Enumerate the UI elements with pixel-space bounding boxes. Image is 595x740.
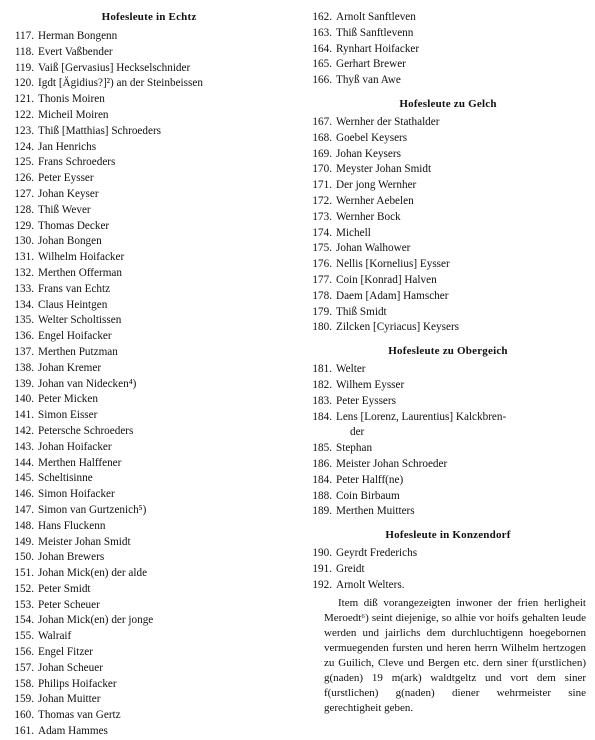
entry-name: Wernher Aebelen [336, 194, 414, 207]
list-entry [8, 487, 290, 503]
list-entry [8, 645, 290, 661]
entry-name: Frans van Echtz [38, 282, 111, 295]
list-entry [306, 115, 590, 131]
list-entry [306, 562, 590, 578]
list-entry [306, 26, 590, 42]
entry-name: Gerhart Brewer [336, 58, 406, 71]
entry-name: Peter Scheuer [38, 598, 100, 611]
entry-name: Stephan [336, 442, 373, 455]
entry-name: Rynhart Hoifacker [336, 42, 420, 55]
entry-name: Coin Birbaum [336, 489, 400, 502]
entry-number: 123. [14, 124, 34, 137]
entry-number: 167. [312, 115, 332, 128]
entry-name: Thiß Sanftlevenn [336, 26, 414, 39]
list-entry [306, 305, 590, 321]
entry-name: Thiß [Matthias] Schroeders [38, 124, 162, 137]
entry-number: 139. [14, 377, 34, 390]
entry-name: Zilcken [Cyriacus] Keysers [336, 321, 460, 334]
entry-list-obergeich [306, 362, 590, 520]
entry-name: Evert Vaßbender [38, 45, 113, 58]
entry-number: 148. [14, 519, 34, 532]
entry-number: 179. [312, 305, 332, 318]
entry-number: 155. [14, 630, 34, 643]
section-heading-gelch: Hofesleute zu Gelch [399, 97, 497, 110]
entry-number: 138. [14, 361, 34, 374]
entry-list-gelch [306, 115, 590, 336]
entry-name: Johan van Nidecken⁴) [38, 377, 137, 390]
entry-name: Adam Hammes [38, 725, 108, 738]
entry-number: 121. [14, 93, 34, 106]
entry-name: Simon Eisser [38, 409, 98, 422]
entry-name: Coin [Konrad] Halven [336, 273, 437, 286]
list-entry [8, 550, 290, 566]
list-entry [306, 147, 590, 163]
entry-number: 118. [14, 45, 34, 58]
entry-number: 157. [14, 661, 34, 674]
entry-number: 153. [14, 598, 34, 611]
entry-name: Lens [Lorenz, Laurentius] Kalckbren- [336, 410, 507, 423]
list-entry [306, 378, 590, 394]
entry-name: Thomas Decker [38, 219, 110, 232]
list-entry [306, 546, 590, 562]
list-entry [8, 29, 290, 45]
entry-name: Welter [336, 363, 366, 376]
list-entry [8, 708, 290, 724]
entry-number: 127. [14, 187, 34, 200]
entry-name: Merthen Muitters [336, 505, 415, 518]
entry-number: 152. [14, 582, 34, 595]
entry-name: Igdt [Ägidius?]²) an der Steinbeissen [38, 77, 203, 90]
entry-number: 184. [312, 410, 332, 423]
list-entry [8, 661, 290, 677]
list-entry [306, 194, 590, 210]
list-entry [8, 408, 290, 424]
list-entry [8, 503, 290, 519]
list-entry [8, 566, 290, 582]
entry-number: 141. [14, 409, 34, 422]
entry-number: 129. [14, 219, 34, 232]
entry-number: 174. [312, 226, 332, 239]
list-entry [8, 582, 290, 598]
entry-number: 186. [312, 457, 332, 470]
entry-number: 125. [14, 156, 34, 169]
entry-number: 178. [312, 289, 332, 302]
entry-number: 159. [14, 693, 34, 706]
entry-name: Johan Walhower [336, 242, 411, 255]
list-entry [8, 92, 290, 108]
list-entry [306, 425, 590, 441]
list-entry [8, 724, 290, 740]
entry-list-konzendorf [306, 546, 590, 593]
entry-name: Engel Hoifacker [38, 330, 112, 343]
list-entry [8, 392, 290, 408]
entry-number: 158. [14, 677, 34, 690]
entry-name: Johan Mick(en) der alde [38, 567, 148, 580]
list-entry [8, 519, 290, 535]
entry-number: 130. [14, 235, 34, 248]
entry-number: 190. [312, 547, 332, 560]
entry-number: 140. [14, 393, 34, 406]
entry-name: Der jong Wernher [336, 179, 417, 192]
entry-number: 133. [14, 282, 34, 295]
entry-number: 151. [14, 567, 34, 580]
entry-number: 185. [312, 442, 332, 455]
list-entry [306, 131, 590, 147]
entry-number: 122. [14, 108, 34, 121]
entry-number: 135. [14, 314, 34, 327]
entry-number: 165. [312, 58, 332, 71]
entry-name: Johan Scheuer [38, 661, 103, 674]
list-entry [8, 329, 290, 345]
entry-name: Simon van Gurtzenich⁵) [38, 503, 147, 516]
list-entry [8, 456, 290, 472]
entry-name: Thonis Moiren [38, 93, 105, 106]
entry-number: 166. [312, 74, 332, 87]
list-entry [8, 187, 290, 203]
section-heading-obergeich: Hofesleute zu Obergeich [388, 345, 508, 358]
entry-number: 137. [14, 345, 34, 358]
list-entry [8, 234, 290, 250]
entry-name: Johan Bongen [38, 235, 102, 248]
entry-name: Nellis [Kornelius] Eysser [336, 258, 450, 271]
entry-name: Thiß Smidt [336, 305, 387, 318]
list-entry [306, 210, 590, 226]
entry-name: Johan Hoifacker [38, 440, 112, 453]
entry-name: Welter Scholtissen [38, 314, 122, 327]
list-entry [306, 489, 590, 505]
entry-name: Meister Johan Smidt [38, 535, 131, 548]
list-entry [306, 226, 590, 242]
list-entry [306, 10, 590, 26]
entry-number: 136. [14, 330, 34, 343]
list-entry [306, 241, 590, 257]
list-entry [306, 178, 590, 194]
entry-number: 131. [14, 251, 34, 264]
left-column [8, 0, 290, 740]
entry-name: Peter Halff(ne) [336, 473, 404, 486]
right-column [306, 0, 590, 716]
entry-name: Greidt [336, 562, 365, 575]
entry-number: 156. [14, 646, 34, 659]
entry-number: 117. [14, 30, 34, 42]
list-entry [8, 361, 290, 377]
entry-name: Peter Eysser [38, 172, 94, 185]
entry-name: Frans Schroeders [38, 156, 116, 169]
entry-number: 154. [14, 614, 34, 627]
entry-number: 143. [14, 440, 34, 453]
entry-number: 150. [14, 551, 34, 564]
entry-name: Philips Hoifacker [38, 677, 117, 690]
entry-number: 162. [312, 11, 332, 23]
entry-number: 192. [312, 578, 332, 591]
list-entry [306, 504, 590, 520]
list-entry [306, 362, 590, 378]
list-entry [8, 282, 290, 298]
list-entry [8, 424, 290, 440]
entry-number: 169. [312, 147, 332, 160]
entry-name: Meyster Johan Smidt [336, 163, 432, 176]
entry-number: 170. [312, 163, 332, 176]
entry-number: 176. [312, 258, 332, 271]
entry-number: 164. [312, 42, 332, 55]
entry-name: Arnolt Sanftleven [336, 11, 416, 23]
entry-name: Geyrdt Frederichs [336, 547, 418, 560]
list-entry [8, 61, 290, 77]
closing-paragraph: Item diß vorangezeigten inwoner der frien herligheit Meroedt⁶) seint diejenige, so alhie vor hoifs gehalten leude werden und jairlichs dem durchluchtigenn hoegebornen vermuegenden fursten und heren herrn Wilhelm hertzogen zu Guilich, Cleve und Bergen etc. dern siner f(urstlichen) g(naden) 19 m(ark) waldtgeltz und vort dem siner f(urstlichen) g(naden) diener wehrmeister sine gerechtigheit geben. [324, 596, 586, 714]
list-entry [8, 313, 290, 329]
entry-name: Wernher der Stathalder [336, 115, 440, 128]
entry-number: 126. [14, 172, 34, 185]
entry-number: 119. [14, 61, 34, 74]
list-entry [8, 250, 290, 266]
entry-number: 181. [312, 363, 332, 376]
entry-number: 183. [312, 394, 332, 407]
entry-name: Thiß Wever [38, 203, 91, 216]
entry-number: 173. [312, 210, 332, 223]
entry-number: 132. [14, 266, 34, 279]
entry-number: 171. [312, 179, 332, 192]
entry-name: Michell [336, 226, 371, 239]
entry-name: Claus Heintgen [38, 298, 108, 311]
entry-number: 142. [14, 424, 34, 437]
list-entry [8, 377, 290, 393]
entry-number: 184. [312, 473, 332, 486]
list-entry [8, 140, 290, 156]
entry-number: 189. [312, 505, 332, 518]
entry-name: Vaiß [Gervasius] Heckselschnider [38, 61, 191, 74]
entry-number: 145. [14, 472, 34, 485]
entry-name: Merthen Putzman [38, 345, 118, 358]
entry-name: Johan Keyser [38, 187, 99, 200]
list-entry [8, 155, 290, 171]
entry-number: 128. [14, 203, 34, 216]
entry-name: Arnolt Welters. [336, 578, 405, 591]
list-entry [8, 108, 290, 124]
entry-list-echtz [8, 29, 290, 740]
list-entry [306, 578, 590, 594]
entry-name: Thyß van Awe [336, 74, 401, 87]
entry-number: 120. [14, 77, 34, 90]
entry-number: 146. [14, 488, 34, 501]
entry-name: der [350, 426, 365, 439]
entry-name: Herman Bongenn [38, 30, 118, 42]
list-entry [8, 440, 290, 456]
entry-number: 124. [14, 140, 34, 153]
list-entry [8, 45, 290, 61]
entry-name: Johan Muitter [38, 693, 101, 706]
entry-name: Walraif [38, 630, 72, 643]
list-entry [306, 457, 590, 473]
list-entry [8, 471, 290, 487]
entry-name: Micheil Moiren [38, 108, 109, 121]
entry-name: Peter Micken [38, 393, 98, 406]
entry-number: 161. [14, 725, 34, 738]
entry-name: Johan Keysers [336, 147, 401, 160]
entry-number: 168. [312, 131, 332, 144]
entry-number: 177. [312, 273, 332, 286]
entry-name: Daem [Adam] Hamscher [336, 289, 449, 302]
entry-number: 172. [312, 194, 332, 207]
list-entry [8, 219, 290, 235]
entry-name: Merthen Halffener [38, 456, 122, 469]
entry-number: 144. [14, 456, 34, 469]
entry-name: Scheltisinne [38, 472, 93, 485]
entry-name: Wilhem Eysser [336, 378, 405, 391]
list-entry [306, 73, 590, 89]
list-entry [8, 629, 290, 645]
entry-list-echtz-continued [306, 10, 590, 89]
entry-name: Johan Kremer [38, 361, 102, 374]
list-entry [8, 298, 290, 314]
entry-name: Johan Brewers [38, 551, 105, 564]
entry-name: Wilhelm Hoifacker [38, 251, 125, 264]
entry-name: Jan Henrichs [38, 140, 97, 153]
entry-name: Petersche Schroeders [38, 424, 134, 437]
section-heading-echtz: Hofesleute in Echtz [101, 11, 197, 23]
list-entry [306, 162, 590, 178]
list-entry [306, 473, 590, 489]
list-entry [8, 266, 290, 282]
entry-number: 191. [312, 562, 332, 575]
entry-number: 180. [312, 321, 332, 334]
list-entry [8, 692, 290, 708]
list-entry [8, 613, 290, 629]
entry-name: Hans Fluckenn [38, 519, 106, 532]
entry-name: Simon Hoifacker [38, 488, 115, 501]
list-entry [306, 410, 590, 426]
entry-number: 134. [14, 298, 34, 311]
list-entry [306, 394, 590, 410]
entry-name: Peter Eyssers [336, 394, 396, 407]
list-entry [8, 677, 290, 693]
list-entry [8, 124, 290, 140]
entry-number: 160. [14, 709, 34, 722]
entry-number: 188. [312, 489, 332, 502]
list-entry [306, 57, 590, 73]
entry-name: Meister Johan Schroeder [336, 457, 448, 470]
entry-name: Johan Mick(en) der jonge [38, 614, 154, 627]
entry-number [306, 425, 332, 441]
list-entry [306, 441, 590, 457]
list-entry [306, 42, 590, 58]
entry-name: Merthen Offerman [38, 266, 122, 279]
list-entry [8, 171, 290, 187]
entry-name: Engel Fitzer [38, 646, 93, 659]
section-heading-konzendorf: Hofesleute in Konzendorf [385, 529, 511, 542]
list-entry [306, 289, 590, 305]
entry-number: 163. [312, 26, 332, 39]
entry-number: 149. [14, 535, 34, 548]
entry-number: 175. [312, 242, 332, 255]
entry-name: Thomas van Gertz [38, 709, 121, 722]
list-entry [8, 76, 290, 92]
entry-number: 147. [14, 503, 34, 516]
list-entry [8, 203, 290, 219]
entry-name: Goebel Keysers [336, 131, 408, 144]
list-entry [306, 257, 590, 273]
entry-number: 182. [312, 378, 332, 391]
list-entry [8, 535, 290, 551]
entry-name: Wernher Bock [336, 210, 401, 223]
list-entry [8, 598, 290, 614]
list-entry [8, 345, 290, 361]
list-entry [306, 273, 590, 289]
entry-name: Peter Smidt [38, 582, 91, 595]
list-entry [306, 320, 590, 336]
